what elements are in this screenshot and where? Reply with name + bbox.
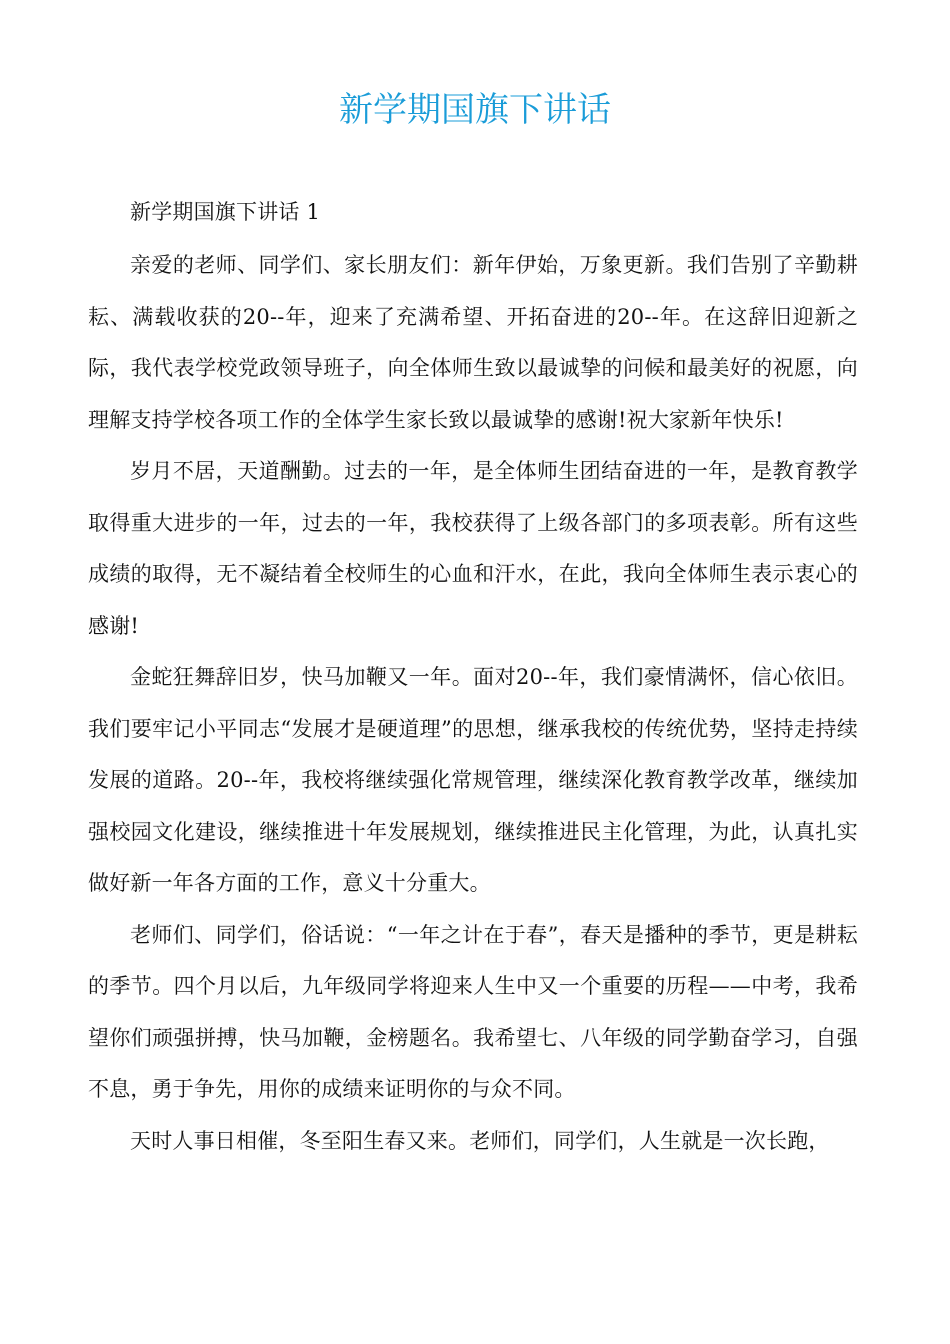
document-title: 新学期国旗下讲话 bbox=[339, 90, 611, 130]
paragraph-review: 岁月不居，天道酬勤。过去的一年，是全体师生团结奋进的一年，是教育教学取得重大进步的一年，过去的一年，我校获得了上级各部门的多项表彰。所有这些成绩的取得，无不凝结着全校师生的心血和汗水，在此，我向全体师生表示衷心的感谢! bbox=[88, 459, 858, 638]
paragraph-encouragement: 老师们、同学们，俗话说：“一年之计在于春”，春天是播种的季节，更是耕耘的季节。四个月以后，九年级同学将迎来人生中又一个重要的历程——中考，我希望你们顽强拼搏，快马加鞭，金榜题名。我希望七、八年级的同学勤奋学习，自强不息，勇于争先，用你的成绩来证明你的与众不同。 bbox=[88, 922, 858, 1101]
paragraph-closing: 天时人事日相催，冬至阳生春又来。老师们，同学们，人生就是一次长跑， bbox=[130, 1128, 830, 1153]
document-body bbox=[88, 189, 858, 1167]
paragraph-greeting: 亲爱的老师、同学们、家长朋友们：新年伊始，万象更新。我们告别了辛勤耕耘、满载收获的20--年，迎来了充满希望、开拓奋进的20--年。在这辞旧迎新之际，我代表学校党政领导班子，向全体师生致以最诚挚的问候和最美好的祝愿，向理解支持学校各项工作的全体学生家长致以最诚挚的感谢!祝大家新年快乐! bbox=[88, 253, 858, 432]
paragraph-plan: 金蛇狂舞辞旧岁，快马加鞭又一年。面对20--年，我们豪情满怀，信心依旧。我们要牢记小平同志“发展才是硬道理”的思想，继承我校的传统优势，坚持走持续发展的道路。20--年，我校将继续强化常规管理，继续深化教育教学改革，继续加强校园文化建设，继续推进十年发展规划，继续推进民主化管理，为此，认真扎实做好新一年各方面的工作，意义十分重大。 bbox=[88, 665, 858, 895]
section-heading: 新学期国旗下讲话 1 bbox=[130, 200, 321, 224]
